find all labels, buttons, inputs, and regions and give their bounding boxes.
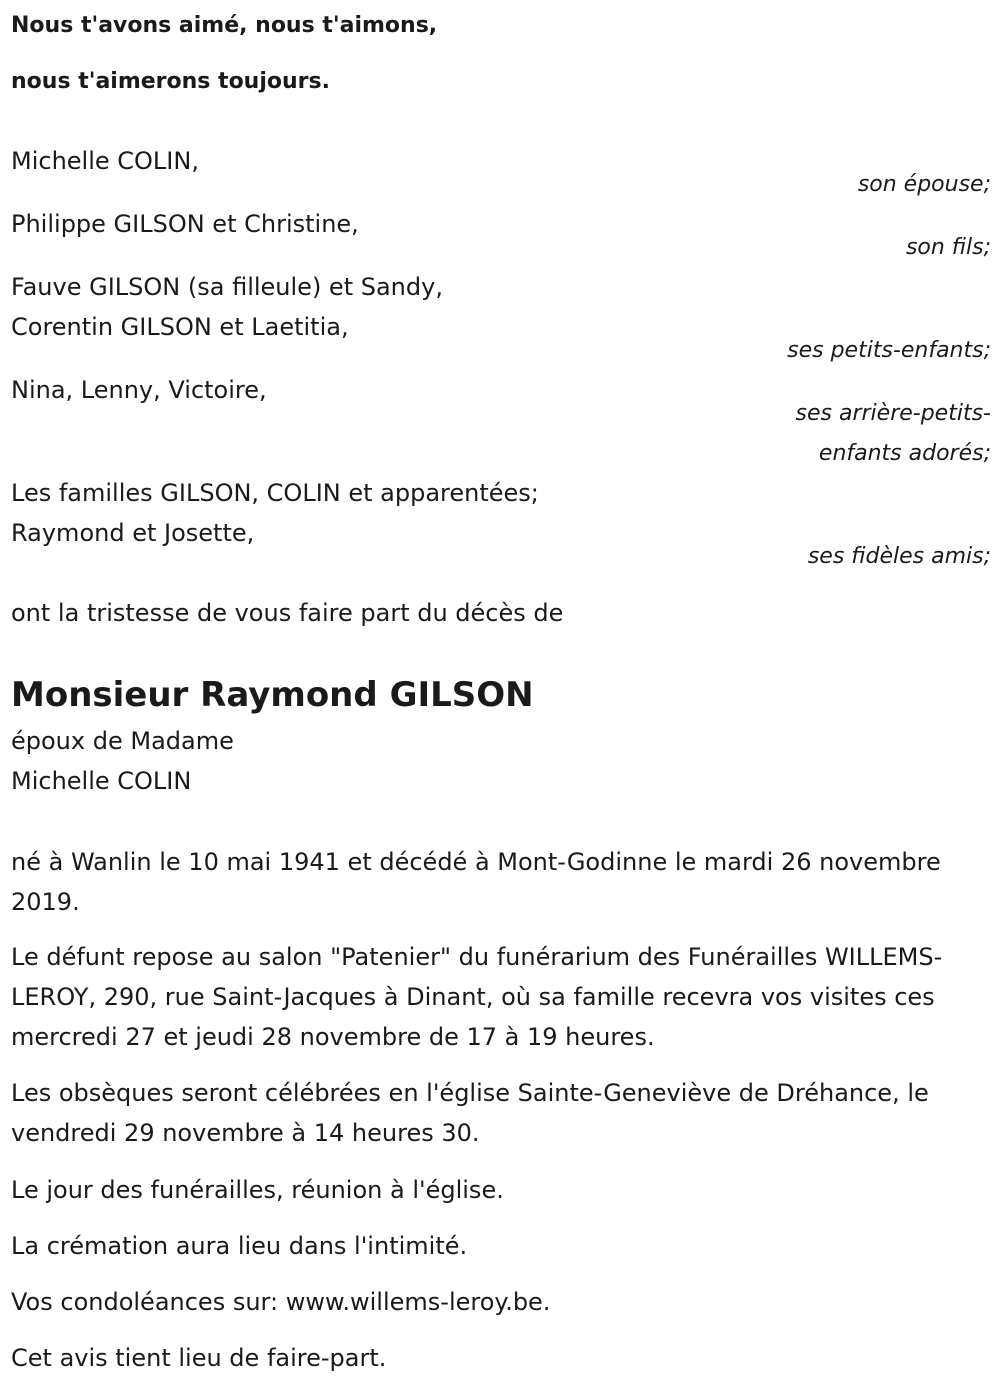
spouse-line: époux de Madame xyxy=(11,727,234,755)
meeting-paragraph: Le jour des funérailles, réunion à l'église. xyxy=(11,1176,504,1204)
mourner-name: Corentin GILSON et Laetitia, xyxy=(11,313,349,341)
birth-death-paragraph: né à Wanlin le 10 mai 1941 et décédé à Mont-Godinne le mardi 26 novembre 2019. xyxy=(11,848,941,916)
mourner-name: Nina, Lenny, Victoire, xyxy=(11,376,267,404)
epigraph-line-1: Nous t'avons aimé, nous t'aimons, xyxy=(11,13,438,38)
mourner-role: ses fidèles amis; xyxy=(807,544,991,569)
condolences-paragraph: Vos condoléances sur: www.willems-leroy.be. xyxy=(11,1288,551,1316)
spouse-line: Michelle COLIN xyxy=(11,767,192,795)
mourner-role: son fils; xyxy=(905,235,991,260)
mourner-name: Philippe GILSON et Christine, xyxy=(11,210,359,238)
mourner-name: Les familles GILSON, COLIN et apparentées; xyxy=(11,479,539,507)
notice-paragraph: Cet avis tient lieu de faire-part. xyxy=(11,1344,387,1372)
mourner-role: ses arrière-petits- xyxy=(795,401,991,426)
visitation-paragraph: Le défunt repose au salon "Patenier" du funérarium des Funérailles WILLEMS-LEROY, 290, rue Saint-Jacques à Dinant, où sa famille recevra vos visites ces mercredi 27 et jeudi 28 novembre de 17 à 19 heures. xyxy=(11,943,943,1051)
mourner-role: enfants adorés; xyxy=(818,441,991,466)
deceased-name: Monsieur Raymond GILSON xyxy=(11,675,534,715)
epigraph-line-2: nous t'aimerons toujours. xyxy=(11,69,330,94)
mourner-role: ses petits-enfants; xyxy=(787,338,991,363)
mourner-name: Raymond et Josette, xyxy=(11,519,255,547)
mourner-role: son épouse; xyxy=(857,172,991,197)
funeral-paragraph: Les obsèques seront célébrées en l'église Sainte-Geneviève de Dréhance, le vendredi 29 novembre à 14 heures 30. xyxy=(11,1079,929,1147)
mourner-name: Michelle COLIN, xyxy=(11,147,199,175)
mourner-name: Fauve GILSON (sa filleule) et Sandy, xyxy=(11,273,443,301)
announcement-text: ont la tristesse de vous faire part du décès de xyxy=(11,599,564,627)
cremation-paragraph: La crémation aura lieu dans l'intimité. xyxy=(11,1232,468,1260)
